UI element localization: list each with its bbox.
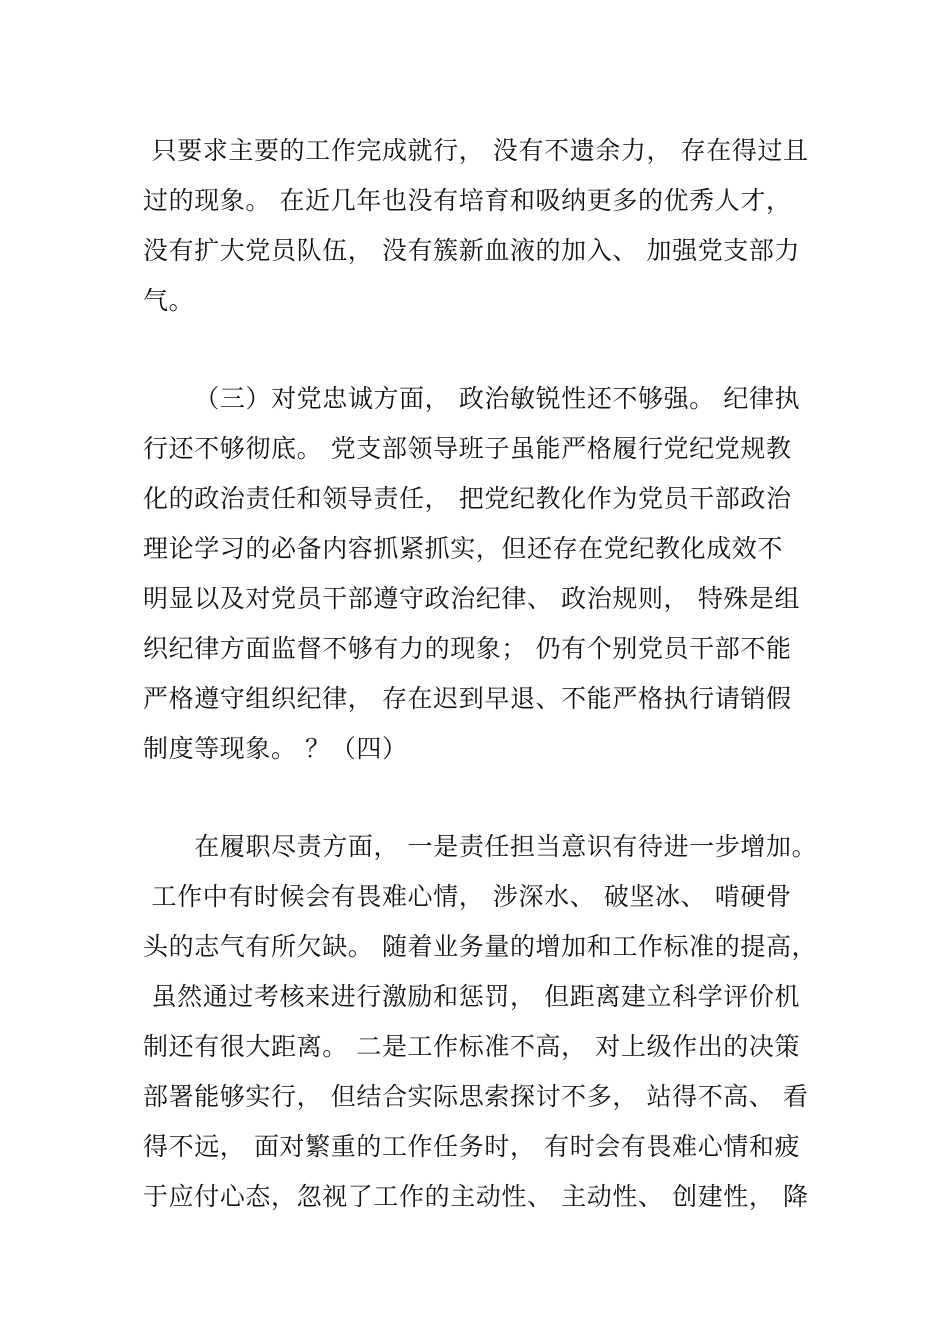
text-line: 织纪律方面监督不够有力的现象； 仍有个别党员干部不能	[143, 634, 792, 663]
text-line: 没有扩大党员队伍， 没有簇新血液的加入、 加强党支部力	[143, 236, 801, 265]
text-line: （三）对党忠诚方面， 政治敏锐性还不够强。 纪律执	[143, 384, 801, 413]
text-line: 气。	[143, 286, 195, 315]
text-line: 严格遵守组织纪律， 存在迟到早退、不能严格执行请销假	[143, 684, 792, 713]
text-line: 于应付心态，忽视了工作的主动性、 主动性、 创建性， 降	[143, 1182, 809, 1211]
text-line: 过的现象。 在近几年也没有培育和吸纳更多的优秀人才，	[143, 186, 792, 215]
paragraph-2	[143, 374, 843, 774]
text-line: 虽然通过考核来进行激励和惩罚， 但距离建立科学评价机	[143, 982, 801, 1011]
text-line: 制还有很大距离。 二是工作标准不高， 对上级作出的决策	[143, 1032, 801, 1061]
text-line: 制度等现象。 ？（四）	[143, 734, 408, 763]
text-line: 只要求主要的工作完成就行， 没有不遗余力， 存在得过且	[143, 136, 809, 165]
text-line: 理论学习的必备内容抓紧抓实，但还存在党纪教化成效不	[143, 534, 784, 563]
paragraph-3	[143, 822, 843, 1222]
text-line: 在履职尽责方面， 一是责任担当意识有待进一步增加。	[143, 832, 818, 861]
text-line: 行还不够彻底。 党支部领导班子虽能严格履行党纪党规教	[143, 434, 792, 463]
text-line: 化的政治责任和领导责任， 把党纪教化作为党员干部政治	[143, 484, 792, 513]
text-line: 明显以及对党员干部遵守政治纪律、 政治规则， 特殊是组	[143, 584, 801, 613]
text-line: 工作中有时候会有畏难心情， 涉深水、 破坚冰、 啃硬骨	[143, 882, 792, 911]
paragraph-1	[143, 126, 843, 326]
text-line: 部署能够实行， 但结合实际思索探讨不多， 站得不高、 看	[143, 1082, 809, 1111]
text-line: 头的志气有所欠缺。 随着业务量的增加和工作标准的提高，	[143, 932, 818, 961]
text-line: 得不远， 面对繁重的工作任务时， 有时会有畏难心情和疲	[143, 1132, 801, 1161]
